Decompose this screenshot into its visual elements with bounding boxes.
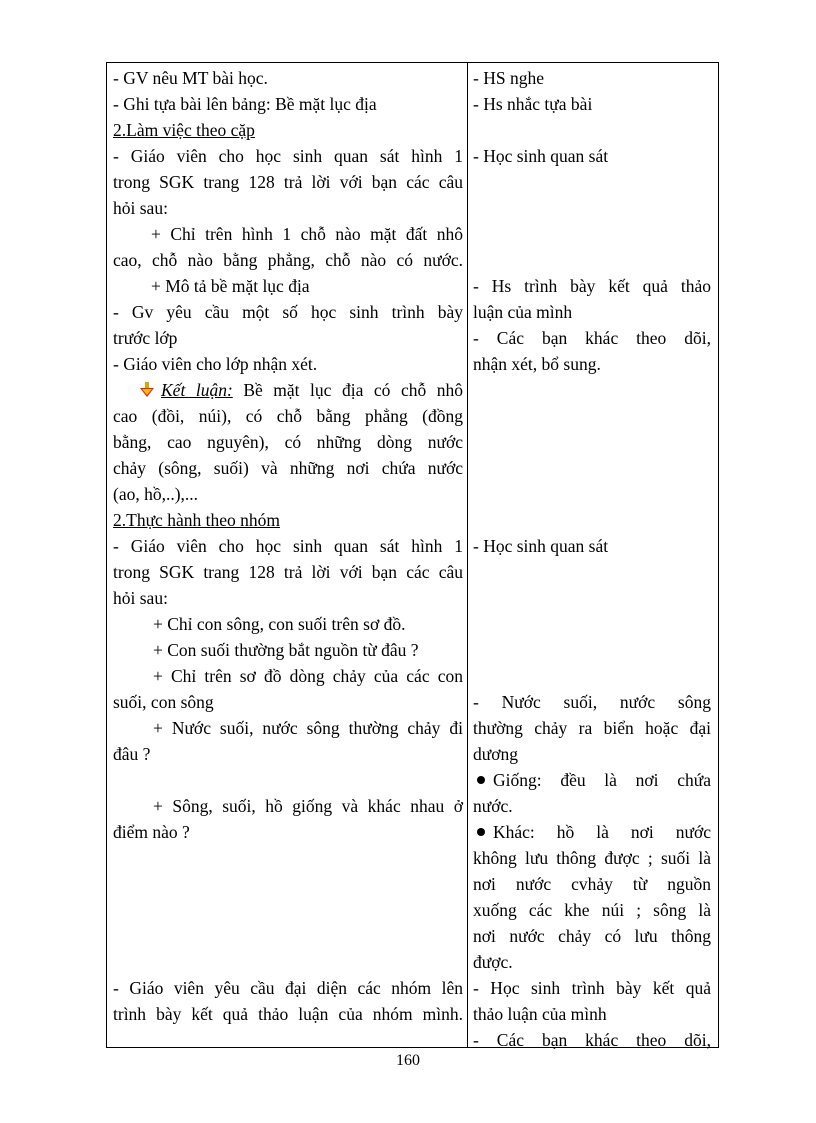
conclusion-line <box>113 377 463 403</box>
text-line: dương <box>473 744 518 764</box>
text-line: - HS nghe <box>473 68 544 88</box>
text-line: điểm nào ? <box>113 822 190 842</box>
bullet-text: Giống: đều là nơi chứa <box>493 770 711 790</box>
text-line: + Sông, suối, hồ giống và khác nhau ở <box>153 796 463 816</box>
text-line: thảo luận của mình <box>473 1004 607 1024</box>
text-line: - Hs nhắc tựa bài <box>473 94 593 114</box>
text-line: - Giáo viên yêu cầu đại diện các nhóm lên <box>113 978 463 998</box>
text-line: + Con suối thường bắt nguồn từ đâu ? <box>153 640 419 660</box>
text-line: - Ghi tựa bài lên bảng: Bề mặt lục địa <box>113 94 377 114</box>
text-line: thường chảy ra biển hoặc đại <box>473 718 711 738</box>
heading-text: 2.Thực hành theo nhóm <box>113 510 280 530</box>
text-line: luận của mình <box>473 302 573 322</box>
bullet-icon <box>477 828 485 836</box>
column-divider <box>467 63 468 1047</box>
text-line: hỏi sau: <box>113 588 168 608</box>
teacher-column <box>113 63 463 1047</box>
text-line: trong SGK trang 128 trả lời với bạn các câu <box>113 172 463 192</box>
bullet-text: Khác: hồ là nơi nước <box>493 822 711 842</box>
conclusion-arrow-icon <box>139 382 155 398</box>
heading-text: 2.Làm việc theo cặp <box>113 120 255 140</box>
bullet-line <box>473 767 711 793</box>
student-column <box>473 63 711 1050</box>
text-line: - Giáo viên cho học sinh quan sát hình 1 <box>113 536 463 556</box>
conclusion-label: Kết luận: <box>161 380 233 400</box>
text-line: - Nước suối, nước sông <box>473 692 711 712</box>
bullet-line <box>473 819 711 845</box>
text-line: nước. <box>473 796 513 816</box>
section-heading <box>113 117 463 143</box>
text-line: được. <box>473 952 513 972</box>
text-line: bằng, cao nguyên), có những dòng nước <box>113 432 463 452</box>
text-line: + Chỉ trên hình 1 chỗ nào mặt đất nhô <box>151 224 463 244</box>
text-line: không lưu thông được ; suối là <box>473 848 711 868</box>
text-line: hỏi sau: <box>113 198 168 218</box>
text-line: - Học sinh trình bày kết quả <box>473 978 711 998</box>
text-line: - Gv yêu cầu một số học sinh trình bày <box>113 302 463 322</box>
text-line: suối, con sông <box>113 692 214 712</box>
text-line: đâu ? <box>113 744 151 764</box>
text-line: cao (đồi, núi), có chỗ bằng phẳng (đồng <box>113 406 463 426</box>
page-number: 160 <box>396 1052 420 1069</box>
text-line: - Học sinh quan sát <box>473 536 609 556</box>
text-line: + Chỉ con sông, con suối trên sơ đồ. <box>153 614 406 634</box>
text-line: + Chỉ trên sơ đồ dòng chảy của các con <box>153 666 463 686</box>
text-line: chảy (sông, suối) và những nơi chứa nước <box>113 458 463 478</box>
section-heading <box>113 507 463 533</box>
text-line: - Các bạn khác theo dõi, <box>473 1030 711 1050</box>
text-line: nơi nước chảy có lưu thông <box>473 926 711 946</box>
conclusion-text: Bề mặt lục địa có chỗ nhô <box>232 380 463 400</box>
text-line: (ao, hồ,..),... <box>113 484 199 504</box>
text-line: + Nước suối, nước sông thường chảy đi <box>153 718 463 738</box>
text-line: - Giáo viên cho học sinh quan sát hình 1 <box>113 146 463 166</box>
text-line: nơi nước cvhảy từ nguồn <box>473 874 711 894</box>
text-line: - Học sinh quan sát <box>473 146 609 166</box>
text-line: cao, chỗ nào bằng phẳng, chỗ nào có nước. <box>113 250 463 270</box>
text-line: - Các bạn khác theo dõi, <box>473 328 711 348</box>
text-line: - Hs trình bày kết quả thảo <box>473 276 711 296</box>
text-line: nhận xét, bổ sung. <box>473 354 601 374</box>
text-line: xuống các khe núi ; sông là <box>473 900 711 920</box>
text-line: + Mô tả bề mặt lục địa <box>151 276 310 296</box>
text-line: trước lớp <box>113 328 178 348</box>
lesson-table <box>106 62 719 1048</box>
bullet-icon <box>477 776 485 784</box>
text-line: - Giáo viên cho lớp nhận xét. <box>113 354 318 374</box>
text-line: - GV nêu MT bài học. <box>113 68 268 88</box>
text-line: trong SGK trang 128 trả lời với bạn các câu <box>113 562 463 582</box>
text-line: trình bày kết quả thảo luận của nhóm mình. <box>113 1004 463 1024</box>
